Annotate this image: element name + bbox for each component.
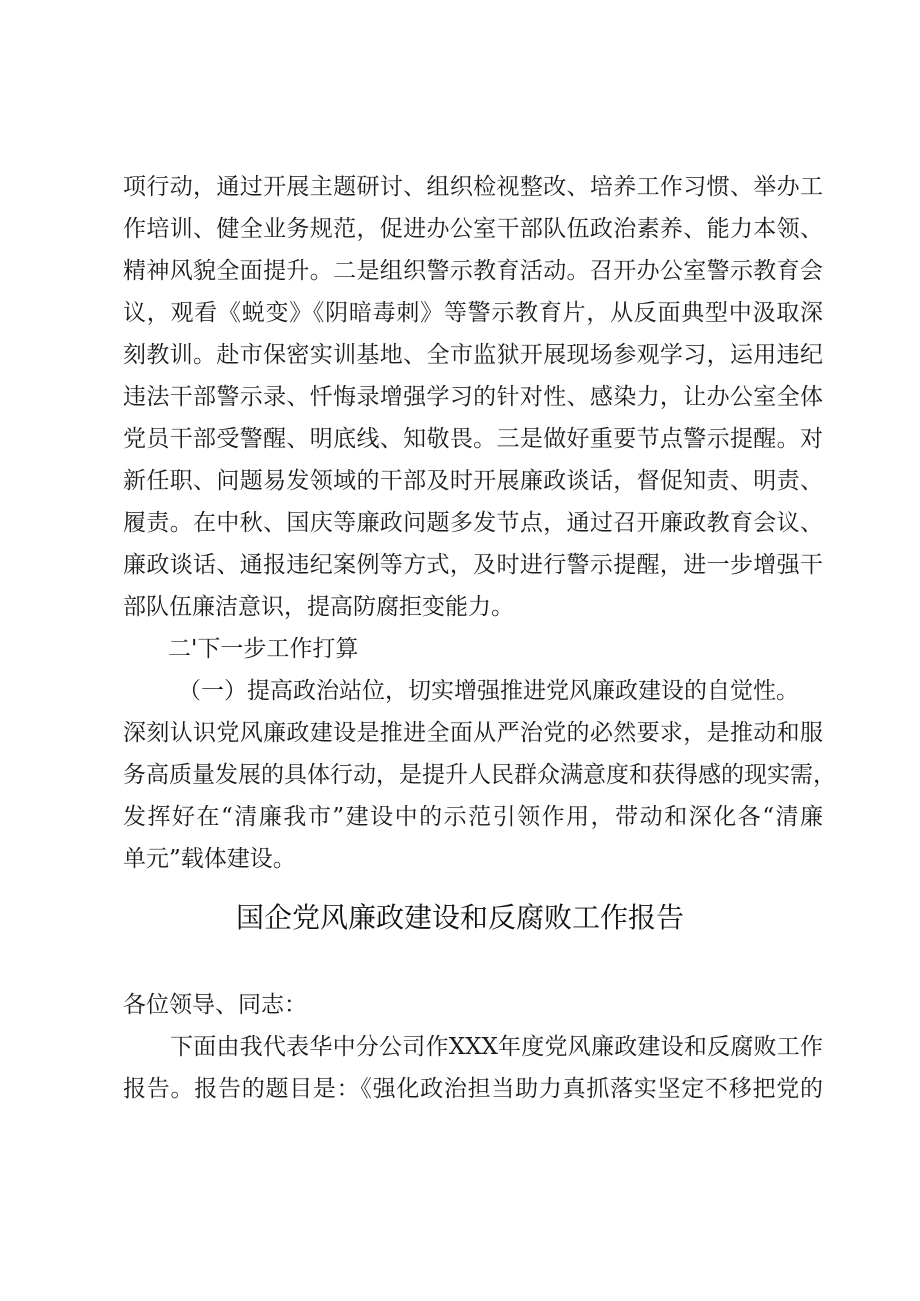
- paragraph-line: 刻教训。赴市保密实训基地、全市监狱开展现场参观学习，运用违纪: [123, 342, 823, 368]
- paragraph-line: 新任职、问题易发领域的干部及时开展廉政谈话，督促知责、明责、: [123, 468, 823, 494]
- paragraph-line: 党员干部受警醒、明底线、知敬畏。三是做好重要节点警示提醒。对: [123, 426, 823, 452]
- paragraph-line: 单元”载体建设。: [123, 846, 296, 872]
- paragraph-line: 深刻认识党风廉政建设是推进全面从严治党的必然要求，是推动和服: [123, 720, 823, 746]
- paragraph-line: （一）提高政治站位，切实增强推进党风廉政建设的自觉性。: [178, 678, 799, 704]
- paragraph-line: 作培训、健全业务规范，促进办公室干部队伍政治素养、能力本领、: [123, 216, 823, 242]
- paragraph-line: 违法干部警示录、忏悔录增强学习的针对性、感染力，让办公室全体: [123, 384, 823, 410]
- paragraph-line: 务高质量发展的具体行动，是提升人民群众满意度和获得感的现实需，: [123, 762, 836, 788]
- paragraph-line: 发挥好在“清廉我市”建设中的示范引领作用，带动和深化各“清廉: [123, 804, 823, 830]
- paragraph-line: 部队伍廉洁意识，提高防腐拒变能力。: [123, 594, 514, 620]
- paragraph-line: 精神风貌全面提升。二是组织警示教育活动。召开办公室警示教育会: [123, 258, 823, 284]
- paragraph-line: 议，观看《蜕变》《阴暗毒刺》等警示教育片，从反面典型中汲取深: [123, 300, 823, 326]
- paragraph-line: 项行动，通过开展主题研讨、组织检视整改、培养工作习惯、举办工: [123, 174, 823, 200]
- paragraph-line: 下面由我代表华中分公司作XXX年度党风廉政建设和反腐败工作: [170, 1034, 823, 1060]
- report-title: 国企党风廉政建设和反腐败工作报告: [235, 901, 684, 934]
- section-heading: 二'下一步工作打算: [168, 636, 359, 662]
- paragraph-line: 廉政谈话、通报违纪案例等方式，及时进行警示提醒，进一步增强干: [123, 552, 823, 578]
- paragraph-line: 报告。报告的题目是：《强化政治担当助力真抓落实坚定不移把党的: [123, 1076, 823, 1102]
- paragraph-line: 履责。在中秋、国庆等廉政问题多发节点，通过召开廉政教育会议、: [123, 510, 823, 536]
- salutation: 各位领导、同志：: [123, 992, 307, 1018]
